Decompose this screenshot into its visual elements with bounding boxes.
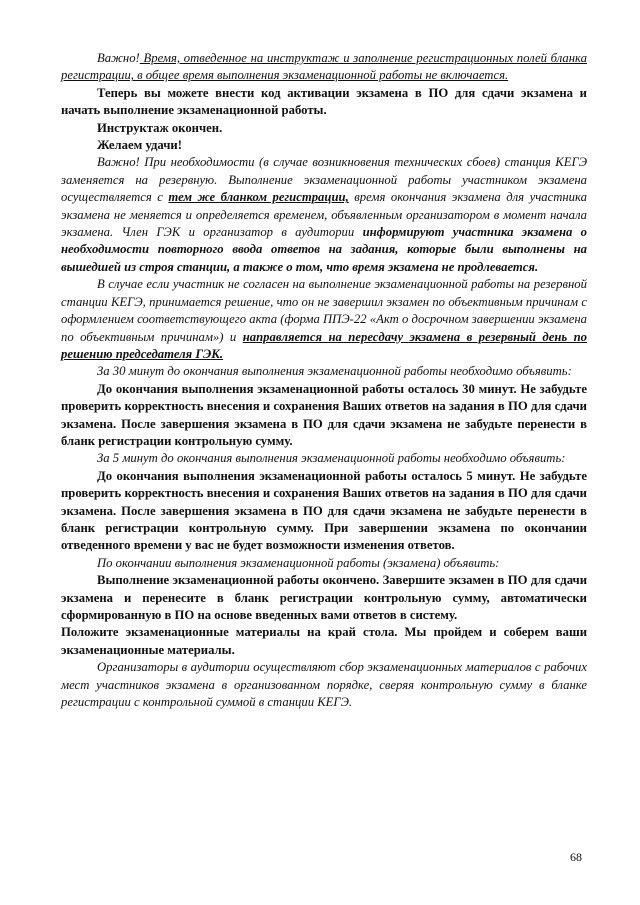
- activation-code-instruction: Теперь вы можете внести код активации экзамена в ПО для сдачи экзамена и начать выполнение экзаменационной работы.: [61, 85, 587, 118]
- page-number: 68: [570, 850, 582, 864]
- station-failure-text-1: Важно! При необходимости (в случае возникновения технических сбоев) станция КЕГЭ заменяется на резервную. Выполнение экзаменационной работы участником экзамена осуществляется с: [61, 155, 587, 205]
- end-instruction: По окончании выполнения экзаменационной работы (экзамена) объявить:: [97, 555, 500, 570]
- document-body: [61, 50, 587, 711]
- important-note-text: Время, отведенное на инструктаж и заполнение регистрационных полей бланка регистрации, в общее время выполнения экзаменационной работы не включается.: [61, 51, 587, 83]
- thirty-minutes-announcement: До окончания выполнения экзаменационной работы осталось 30 минут. Не забудьте проверить корректность внесения и сохранения Ваших ответов на задания в ПО для сдачи экзамена. После завершения экзамена в ПО для сдачи экзамена не забудьте перенести в бланк регистрации контрольную сумму.: [61, 381, 587, 448]
- reserve-station-paragraph: [61, 276, 587, 363]
- same-registration-form: тем же бланком регистрации,: [168, 190, 349, 205]
- good-luck: Желаем удачи!: [97, 138, 182, 153]
- resit-direction: направляется на пересдачу экзамена в резервный день по решению председателя ГЭК.: [61, 329, 587, 361]
- thirty-minutes-instruction: За 30 минут до окончания выполнения экзаменационной работы необходимо объявить:: [97, 364, 572, 379]
- station-failure-paragraph: [61, 154, 587, 276]
- five-minutes-instruction: За 5 минут до окончания выполнения экзаменационной работы необходимо объявить:: [97, 451, 566, 466]
- collect-materials-announcement: Положите экзаменационные материалы на край стола. Мы пройдем и соберем ваши экзаменационные материалы.: [61, 625, 587, 657]
- station-failure-text-2: время окончания экзамена для участника экзамена не меняется и определяется временем, объявленным организатором в момент начала экзамена. Член ГЭК и организатор в аудитории: [61, 190, 587, 240]
- reserve-station-text: В случае если участник не согласен на выполнение экзаменационной работы на резервной станции КЕГЭ, принимается решение, что он не завершил экзамен по объективным причинам с оформлением соответствующего акта (форма ППЭ-22 «Акт о досрочном завершении экзамена по объективным причинам») и: [61, 277, 587, 344]
- organizers-collection-note: Организаторы в аудитории осуществляют сбор экзаменационных материалов с рабочих мест участников экзамена в организованном порядке, сверяя контрольную сумму в бланке регистрации с контрольной суммой в станции КЕГЭ.: [61, 660, 587, 710]
- important-note-paragraph: [61, 50, 587, 85]
- end-announcement: Выполнение экзаменационной работы окончено. Завершите экзамен в ПО для сдачи экзамена и перенесите в бланк регистрации контрольную сумму, автоматически сформированную в ПО на основе введенных вами ответов в систему.: [61, 573, 587, 622]
- important-label: Важно!: [97, 51, 140, 65]
- briefing-finished: Инструктаж окончен.: [97, 120, 223, 135]
- station-failure-bold: информируют участника экзамена о необходимости повторного ввода ответов на задания, которые были выполнены на вышедшей из строя станции, а также о том, что время экзамена не продлевается.: [61, 225, 588, 274]
- five-minutes-announcement: До окончания выполнения экзаменационной работы осталось 5 минут. Не забудьте проверить корректность внесения и сохранения Ваших ответов на задания в ПО для сдачи экзамена. После завершения экзамена в ПО для сдачи экзамена не забудьте перенести в бланк регистрации контрольную сумму. При завершении экзамена по окончании отведенного времени у вас не будет возможности изменения ответов.: [61, 468, 587, 553]
